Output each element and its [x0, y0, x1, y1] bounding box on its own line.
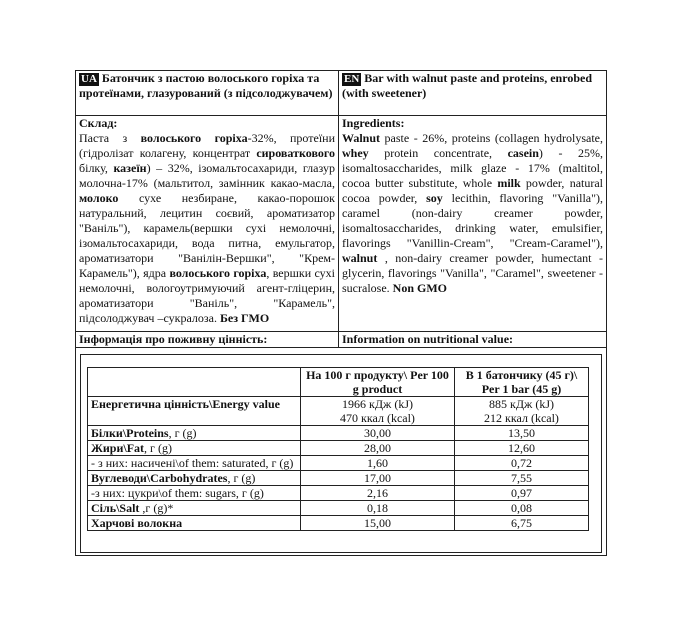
value-per-bar	[455, 501, 589, 516]
table-row	[88, 501, 589, 516]
table-row	[88, 471, 589, 486]
value-text: 1,60	[367, 456, 388, 470]
nutrient-label	[88, 516, 301, 531]
value-per-100g	[301, 501, 455, 516]
value-per-100g	[301, 456, 455, 471]
ua-nutrition-heading: Інформація про поживну цінність:	[76, 332, 339, 347]
text-fragment: білку,	[79, 161, 114, 175]
nutrition-box	[80, 354, 602, 553]
value-text: 0,97	[511, 486, 532, 500]
value-text: 470 ккал (kcal)	[340, 411, 415, 425]
table-row	[88, 516, 589, 531]
value-text: 17,00	[364, 471, 391, 485]
table-row	[88, 456, 589, 471]
text-fragment: protein concentrate,	[368, 146, 508, 160]
bold-fragment: Білки\Proteins	[91, 426, 169, 440]
value-per-bar	[455, 516, 589, 531]
ua-ingredients-text	[79, 131, 335, 326]
value-per-100g	[301, 441, 455, 456]
value-text: 28,00	[364, 441, 391, 455]
text-fragment: paste - 26%, proteins (collagen hydrolysate,	[380, 131, 603, 145]
text-fragment: ) – 32%, ізомальтосахариди, глазур молочна-17% (мальтитол, замінник какао-масла,	[79, 161, 335, 190]
ua-title: Батончик з пастою волоського горіха та протеїнами, глазурований (з підсолоджувачем)	[79, 71, 333, 100]
value-per-100g	[301, 426, 455, 441]
nutrient-label	[88, 426, 301, 441]
nutrition-table	[87, 367, 589, 531]
value-per-bar	[455, 471, 589, 486]
value-text: 6,75	[511, 516, 532, 530]
bold-fragment: Жири\Fat	[91, 441, 145, 455]
nutrition-heading-row	[76, 332, 606, 347]
nutrient-label	[88, 501, 301, 516]
bold-fragment: soy	[426, 191, 443, 205]
en-ingredients-text	[342, 131, 603, 296]
text-fragment: , г (g)	[227, 471, 256, 485]
value-per-100g	[301, 486, 455, 501]
col-per-bar: В 1 батончику (45 г)\ Per 1 bar (45 g)	[455, 368, 589, 397]
ua-flag-tag: UA	[81, 73, 97, 85]
nutrient-label	[88, 397, 301, 426]
value-text: 2,16	[367, 486, 388, 500]
value-text: 13,50	[508, 426, 535, 440]
nutrient-label	[88, 471, 301, 486]
bold-fragment: milk	[497, 176, 521, 190]
text-fragment: Паста з	[79, 131, 141, 145]
value-per-100g	[301, 516, 455, 531]
text-fragment: -32%, протеїни (гідролізат колагену, концентрат	[79, 131, 335, 160]
value-text: 212 ккал (kcal)	[484, 411, 559, 425]
value-text: 0,08	[511, 501, 532, 515]
en-ingredients-heading: Ingredients:	[342, 116, 405, 130]
value-per-bar	[455, 456, 589, 471]
value-text: 885 кДж (kJ)	[489, 397, 554, 411]
bold-fragment: whey	[342, 146, 369, 160]
ua-title-cell	[76, 71, 339, 115]
value-per-bar	[455, 426, 589, 441]
value-per-100g	[301, 397, 455, 426]
text-fragment: powder, natural cocoa powder,	[342, 176, 604, 205]
text-fragment: ) - 25%, isomaltosaccharides, milk glaze - 17% (maltitol, cocoa butter substitute, whole	[342, 146, 603, 190]
text-fragment: , г (g)	[144, 441, 172, 455]
text-fragment: -з них: цукри\of them: sugars, г (g)	[91, 486, 264, 500]
text-fragment: - з них: насичені\of them: saturated, г (g)	[91, 456, 294, 470]
label-sheet	[75, 70, 607, 556]
col-per-100g: На 100 г продукту\ Per 100 g product	[301, 368, 455, 397]
en-title: Bar with walnut paste and proteins, enrobed (with sweetener)	[342, 71, 592, 100]
bold-fragment: walnut	[342, 251, 378, 265]
ua-ingredients-heading: Склад:	[79, 116, 118, 130]
value-text: 15,00	[364, 516, 391, 530]
table-header-row	[88, 368, 589, 397]
bold-fragment: Walnut	[342, 131, 381, 145]
bold-fragment: Non GMO	[392, 281, 447, 295]
value-text: 30,00	[364, 426, 391, 440]
text-fragment: сухе незбиране, какао-порошок натуральний, лецитин соєвий, ароматизатор "Ваніль"), карамель(вершки сухі немолочні, ізомальтосахариди, вода питна, емульгатор, ароматизатори "Ванілін-Вершки", "Крем-Карамель"), ядра	[79, 191, 335, 280]
en-flag-tag: EN	[344, 73, 360, 85]
value-per-100g	[301, 471, 455, 486]
title-row	[76, 71, 606, 115]
table-row	[88, 486, 589, 501]
bold-fragment: сироваткового	[256, 146, 335, 160]
value-text: 1966 кДж (kJ)	[342, 397, 413, 411]
nutrient-label	[88, 486, 301, 501]
table-row	[88, 426, 589, 441]
en-nutrition-heading: Information on nutritional value:	[342, 332, 514, 346]
text-fragment: ,г (g)*	[139, 501, 174, 515]
table-header-empty	[88, 368, 301, 397]
text-fragment: , г (g)	[168, 426, 197, 440]
en-ingredients-cell	[339, 116, 606, 331]
bold-fragment: молоко	[79, 191, 119, 205]
bold-fragment: Без ГМО	[219, 311, 270, 325]
bold-fragment: Енергетична цінність\Energy value	[91, 397, 280, 411]
bold-fragment: casein	[507, 146, 539, 160]
nutrient-label	[88, 441, 301, 456]
value-text: 7,55	[511, 471, 532, 485]
text-fragment: , non-dairy creamer powder, humectant - glycerin, flavorings "Vanilla", "Caramel", sweetener - sucralose.	[342, 251, 603, 295]
ingredients-row	[76, 116, 606, 331]
value-per-bar	[455, 441, 589, 456]
bold-fragment: казеїн	[113, 161, 147, 175]
en-title-cell	[339, 71, 606, 115]
bold-fragment: волоського горіха	[169, 266, 267, 280]
text-fragment: lecithin, flavoring "Vanilla"), caramel (non-dairy creamer powder, isomaltosaccharides, drinking water, emulsifier, flavorings "Vanillin-Cream", "Cream-Caramel"),	[342, 191, 603, 250]
bold-fragment: волоського горіха	[140, 131, 248, 145]
value-text: 0,18	[367, 501, 388, 515]
divider	[76, 347, 606, 348]
value-per-bar	[455, 486, 589, 501]
value-text: 12,60	[508, 441, 535, 455]
bold-fragment: Вуглеводи\Carbohydrates	[91, 471, 228, 485]
ua-ingredients-cell	[76, 116, 339, 331]
bold-fragment: Харчові волокна	[91, 516, 183, 530]
bold-fragment: Сіль\Salt	[91, 501, 140, 515]
value-text: 0,72	[511, 456, 532, 470]
table-row	[88, 441, 589, 456]
text-fragment: , вершки сухі немолочні, вологоутримуючий агент-гліцерин, ароматизатори "Ваніль", "Карамель", підсолоджувач –сукралоза.	[79, 266, 335, 325]
value-per-bar	[455, 397, 589, 426]
table-row	[88, 397, 589, 426]
nutrient-label	[88, 456, 301, 471]
